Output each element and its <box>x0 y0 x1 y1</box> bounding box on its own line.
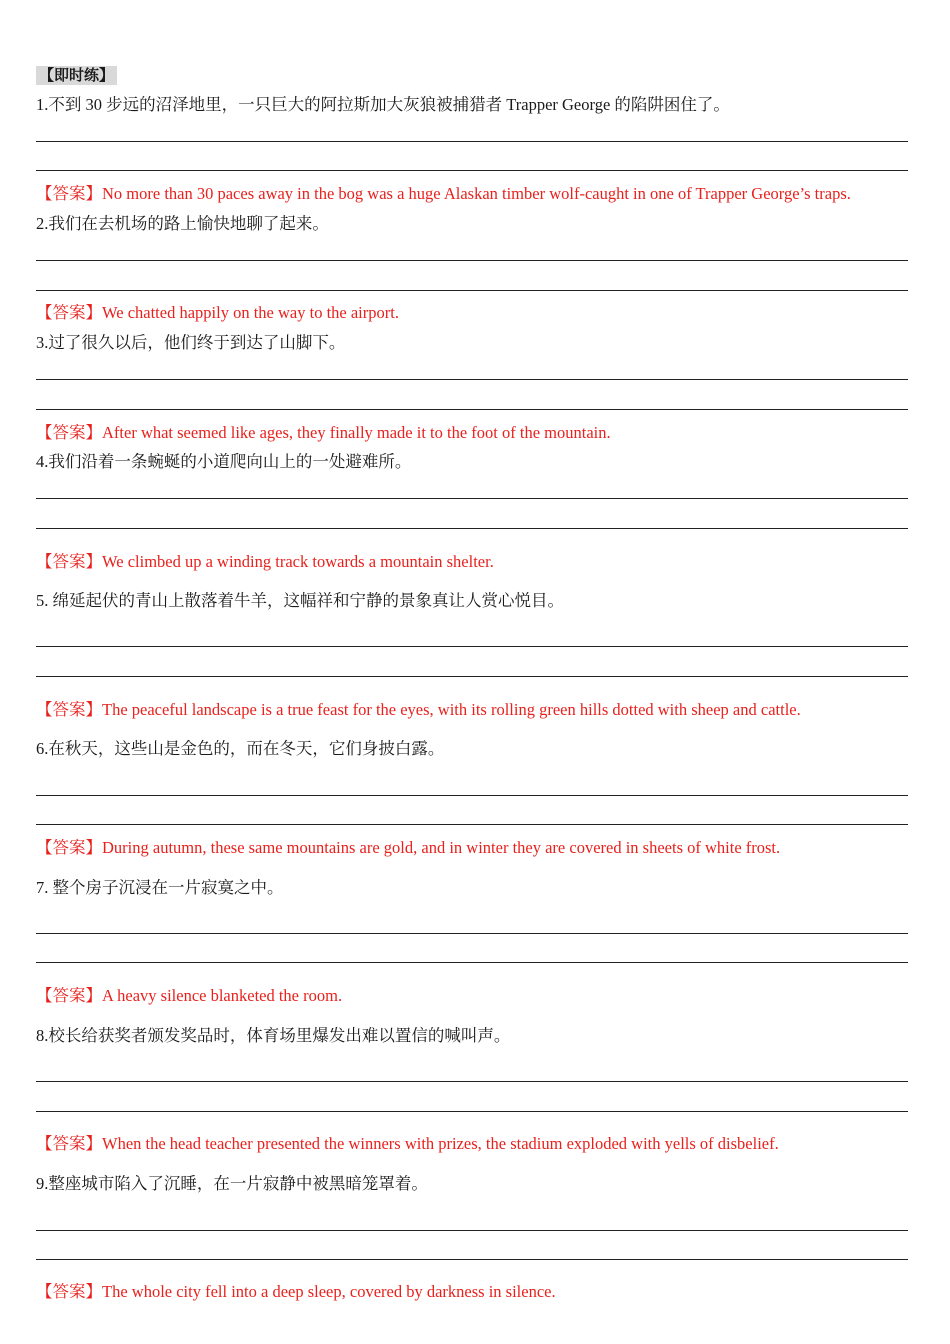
answer-tag: 【答案】 <box>36 838 102 857</box>
answer-line <box>36 290 908 291</box>
answer-line <box>36 646 908 647</box>
answer-7 <box>36 986 910 1006</box>
question-2: 2.我们在去机场的路上愉快地聊了起来。 <box>36 214 329 233</box>
answer-tag: 【答案】 <box>36 1134 102 1153</box>
answer-3 <box>36 423 910 443</box>
question-3: 3.过了很久以后，他们终于到达了山脚下。 <box>36 333 346 352</box>
answer-line <box>36 676 908 677</box>
answer-line <box>36 528 908 529</box>
answer-text: We climbed up a winding track towards a mountain shelter. <box>102 552 494 571</box>
answer-line <box>36 409 908 410</box>
answer-line <box>36 824 908 825</box>
answer-tag: 【答案】 <box>36 184 102 203</box>
question-8: 8.校长给获奖者颁发奖品时，体育场里爆发出难以置信的喊叫声。 <box>36 1026 511 1045</box>
answer-text: The whole city fell into a deep sleep, covered by darkness in silence. <box>102 1282 556 1301</box>
answer-line <box>36 170 908 171</box>
question-7: 7. 整个房子沉浸在一片寂寞之中。 <box>36 878 284 897</box>
answer-line <box>36 260 908 261</box>
answer-line <box>36 795 908 796</box>
question-1: 1.不到 30 步远的沼泽地里，一只巨大的阿拉斯加大灰狼被捕猎者 Trapper George 的陷阱困住了。 <box>36 95 730 114</box>
question-4: 4.我们沿着一条蜿蜒的小道爬向山上的一处避难所。 <box>36 452 412 471</box>
answer-line <box>36 933 908 934</box>
answer-line <box>36 1081 908 1082</box>
answer-line <box>36 498 908 499</box>
question-5: 5. 绵延起伏的青山上散落着牛羊，这幅祥和宁静的景象真让人赏心悦目。 <box>36 591 564 610</box>
answer-text: During autumn, these same mountains are gold, and in winter they are covered in sheets of white frost. <box>102 838 781 857</box>
answer-1 <box>36 184 910 204</box>
answer-text: After what seemed like ages, they finally made it to the foot of the mountain. <box>102 423 611 442</box>
answer-line <box>36 141 908 142</box>
answer-line <box>36 1259 908 1260</box>
answer-tag: 【答案】 <box>36 1282 102 1301</box>
answer-line <box>36 1111 908 1112</box>
answer-tag: 【答案】 <box>36 303 102 322</box>
answer-text: A heavy silence blanketed the room. <box>102 986 343 1005</box>
answer-text: When the head teacher presented the winners with prizes, the stadium exploded with yells of disbelief. <box>102 1134 779 1153</box>
answer-line <box>36 962 908 963</box>
answer-text: We chatted happily on the way to the airport. <box>102 303 399 322</box>
answer-tag: 【答案】 <box>36 986 102 1005</box>
answer-line <box>36 1230 908 1231</box>
answer-text: The peaceful landscape is a true feast for the eyes, with its rolling green hills dotted with sheep and cattle. <box>102 700 801 719</box>
answer-tag: 【答案】 <box>36 552 102 571</box>
answer-9 <box>36 1282 910 1302</box>
answer-8 <box>36 1134 910 1154</box>
answer-6 <box>36 838 910 858</box>
question-9: 9.整座城市陷入了沉睡，在一片寂静中被黑暗笼罩着。 <box>36 1174 428 1193</box>
answer-tag: 【答案】 <box>36 423 102 442</box>
answer-tag: 【答案】 <box>36 700 102 719</box>
question-6: 6.在秋天，这些山是金色的，而在冬天，它们身披白露。 <box>36 739 445 758</box>
answer-4 <box>36 552 910 572</box>
answer-2 <box>36 303 910 323</box>
answer-5 <box>36 700 910 720</box>
answer-text: No more than 30 paces away in the bog was a huge Alaskan timber wolf-caught in one of Trapper George’s traps. <box>102 184 851 203</box>
answer-line <box>36 379 908 380</box>
section-title: 【即时练】 <box>36 66 117 85</box>
